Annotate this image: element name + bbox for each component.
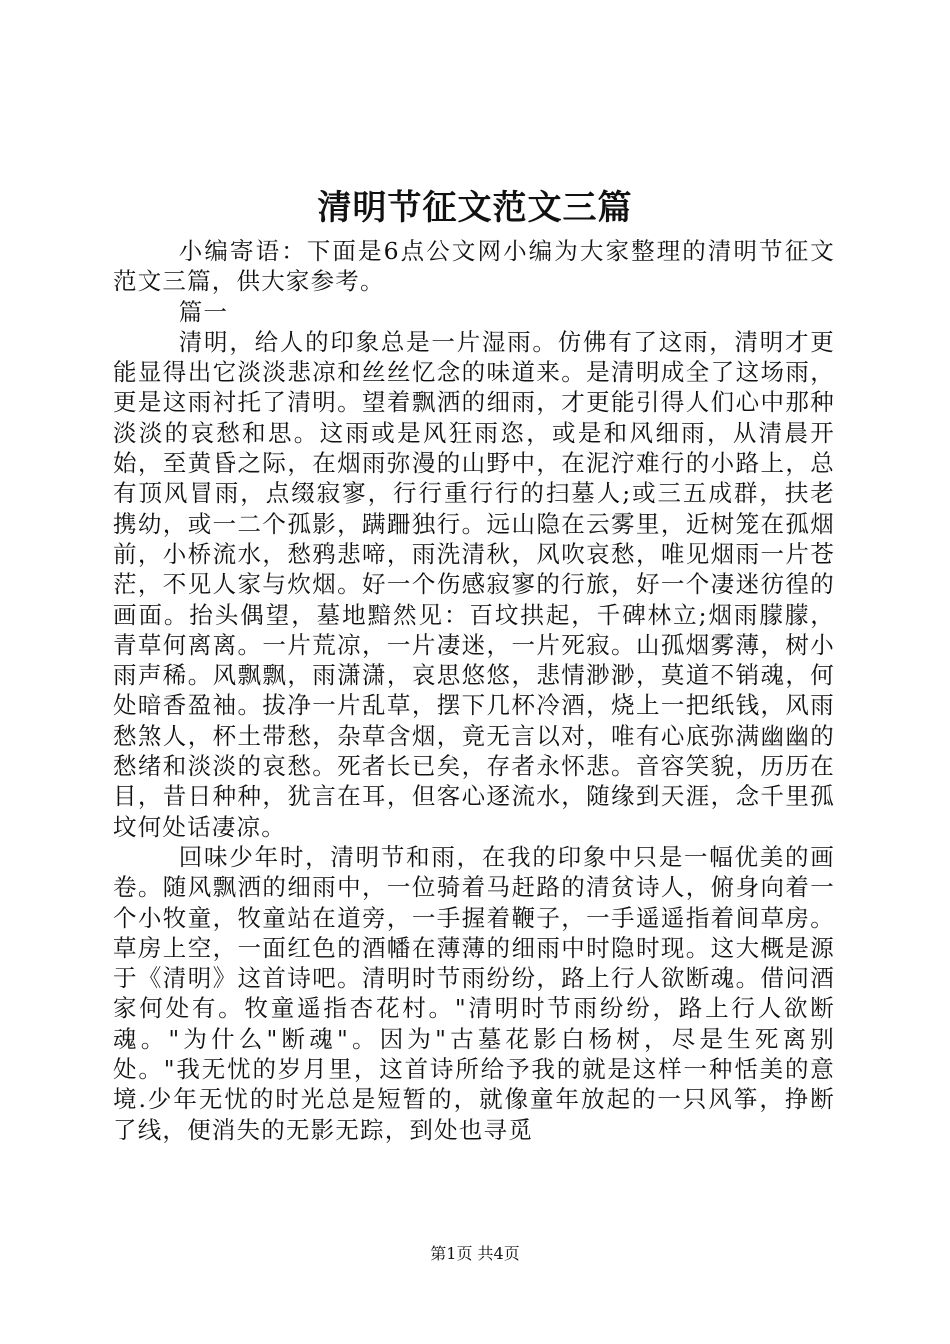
body-paragraph: 回味少年时，清明节和雨，在我的印象中只是一幅优美的画卷。随风飘洒的细雨中，一位骑着马赶路的清贫诗人，俯身向着一个小牧童，牧童站在道旁，一手握着鞭子，一手遥遥指着间草房。草房上空，一面红色的酒幡在薄薄的细雨中时隐时现。这大概是源于《清明》这首诗吧。清明时节雨纷纷，路上行人欲断魂。借问酒家何处有。牧童遥指杏花村。"清明时节雨纷纷，路上行人欲断魂。"为什么"断魂"。因为"古墓花影白杨树，尽是生死离别处。"我无忧的岁月里，这首诗所给予我的就是这样一种恬美的意境.少年无忧的时光总是短暂的，就像童年放起的一只风筝，挣断了线，便消失的无影无踪，到处也寻觅 <box>113 842 835 1144</box>
section-heading: 篇一 <box>178 297 229 326</box>
document-body <box>113 236 835 1145</box>
body-paragraph: 清明，给人的印象总是一片湿雨。仿佛有了这雨，清明才更能显得出它淡淡悲凉和丝丝忆念的味道来。是清明成全了这场雨，更是这雨衬托了清明。望着飘洒的细雨，才更能引得人们心中那种淡淡的哀愁和思。这雨或是风狂雨恣，或是和风细雨，从清晨开始，至黄昏之际，在烟雨弥漫的山野中，在泥泞难行的小路上，总有顶风冒雨，点缀寂寥，行行重行行的扫墓人;或三五成群，扶老携幼，或一二个孤影，蹒跚独行。远山隐在云雾里，近树笼在孤烟前，小桥流水，愁鸦悲啼，雨洗清秋，风吹哀愁，唯见烟雨一片苍茫，不见人家与炊烟。好一个伤感寂寥的行旅，好一个凄迷彷徨的画面。抬头偶望，墓地黯然见：百坟拱起，千碑林立;烟雨朦朦，青草何离离。一片荒凉，一片凄迷，一片死寂。山孤烟雾薄，树小雨声稀。风飘飘，雨潇潇，哀思悠悠，悲情渺渺，莫道不销魂，何处暗香盈袖。拔净一片乱草，摆下几杯冷酒，烧上一把纸钱，风雨愁煞人，杯土带愁，杂草含烟，竟无言以对，唯有心底弥满幽幽的愁绪和淡淡的哀愁。死者长已矣，存者永怀悲。音容笑貌，历历在目，昔日种种，犹言在耳，但客心逐流水，随缘到天涯，念千里孤坟何处话凄凉。 <box>113 327 835 841</box>
intro-paragraph: 小编寄语：下面是6点公文网小编为大家整理的清明节征文范文三篇，供大家参考。 <box>113 237 835 296</box>
page-number-footer: 第1页 共4页 <box>430 1244 520 1263</box>
document-title: 清明节征文范文三篇 <box>317 188 633 228</box>
